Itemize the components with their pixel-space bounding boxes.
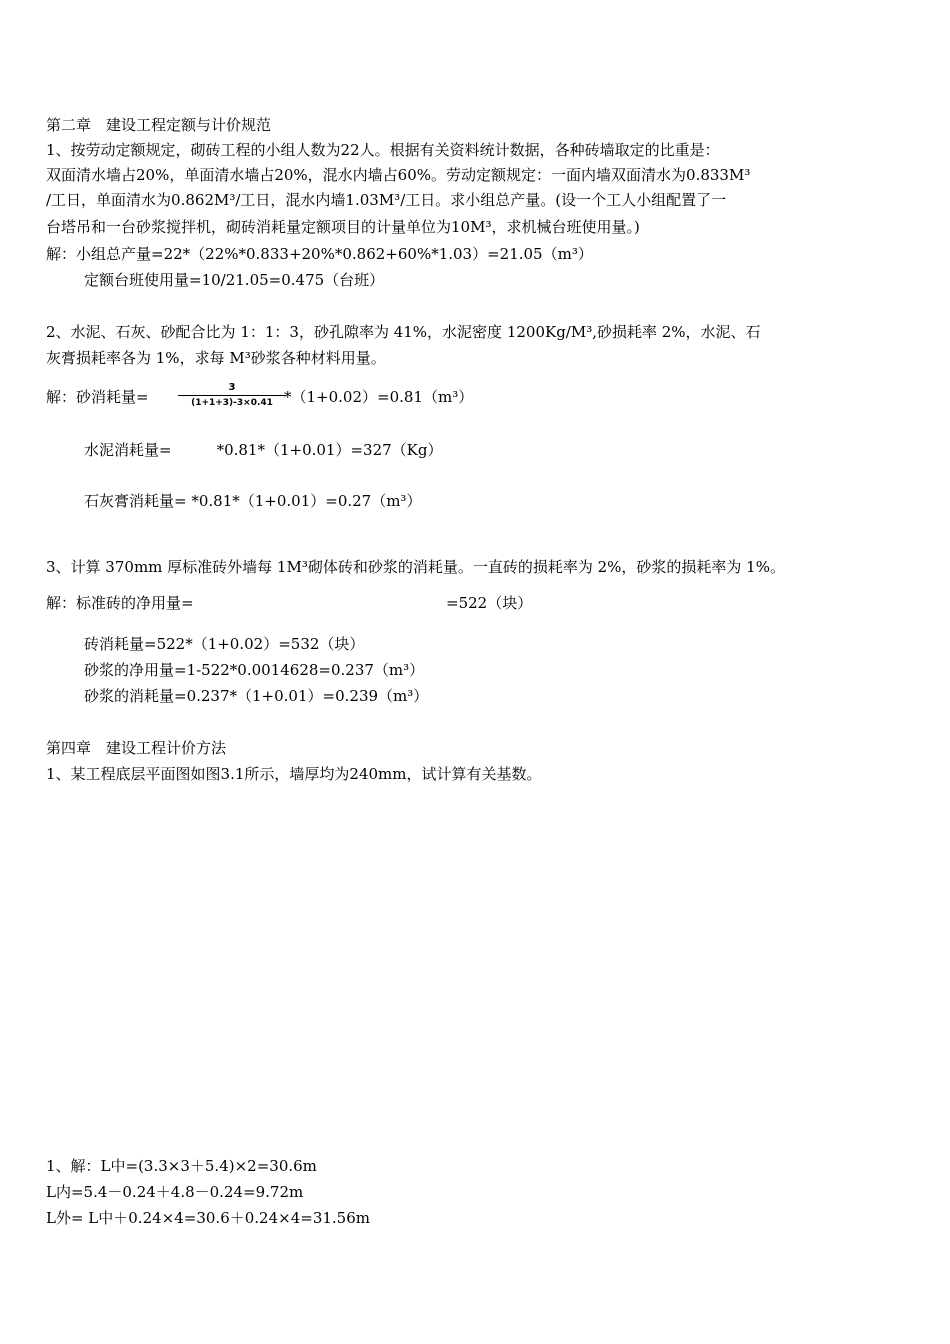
q1-line-4: 台塔吊和一台砂浆搅拌机，砌砖消耗量定额项目的计量单位为10M³，求机械台班使用量。): [46, 218, 640, 236]
fraction-denominator: (1+1+3)-3×0.41: [191, 398, 273, 408]
q1-line-2: 双面清水墙占20%，单面清水墙占20%，混水内墙占60%。劳动定额规定：一面内墙双面清水为0.833M³: [46, 166, 751, 184]
q3-answer-1-prefix: 解：标准砖的净用量=: [46, 594, 194, 612]
fraction-numerator: 3: [228, 382, 236, 393]
chapter-4-title: 第四章 建设工程计价方法: [46, 739, 227, 757]
q2-answer-2: 水泥消耗量= *0.81*（1+0.01）=327（Kg）: [84, 441, 443, 459]
ch4-q1-line: 1、某工程底层平面图如图3.1所示，墙厚均为240mm，试计算有关基数。: [46, 765, 542, 783]
ch4-answer-3: L外= L中＋0.24×4=30.6＋0.24×4=31.56m: [46, 1209, 370, 1227]
q2-answer-1-prefix: 解：砂消耗量=: [46, 388, 149, 406]
q3-answer-2: 砖消耗量=522*（1+0.02）=532（块）: [84, 635, 365, 653]
q2-answer-1-suffix: *（1+0.02）=0.81（m³）: [284, 388, 474, 406]
q3-line-1: 3、计算 370mm 厚标准砖外墙每 1M³砌体砖和砂浆的消耗量。一直砖的损耗率为 2%，砂浆的损耗率为 1%。: [46, 558, 785, 576]
q3-answer-4: 砂浆的消耗量=0.237*（1+0.01）=0.239（m³）: [84, 687, 429, 705]
q1-line-3: /工日，单面清水为0.862M³/工日，混水内墙1.03M³/工日。求小组总产量。(设一个工人小组配置了一: [46, 191, 727, 209]
q2-line-1: 2、水泥、石灰、砂配合比为 1：1：3，砂孔隙率为 41%，水泥密度 1200Kg/M³,砂损耗率 2%，水泥、石: [46, 323, 761, 341]
ch4-answer-1: 1、解：L中=(3.3×3＋5.4)×2=30.6m: [46, 1157, 317, 1175]
q1-answer-1: 解：小组总产量=22*（22%*0.833+20%*0.862+60%*1.03）=21.05（m³）: [46, 245, 593, 263]
q2-line-2: 灰膏损耗率各为 1%，求每 M³砂浆各种材料用量。: [46, 349, 386, 367]
fraction-bar: [178, 395, 286, 396]
q1-line-1: 1、按劳动定额规定，砌砖工程的小组人数为22人。根据有关资料统计数据，各种砖墙取定的比重是：: [46, 141, 720, 159]
q1-answer-2: 定额台班使用量=10/21.05=0.475（台班）: [84, 271, 385, 289]
sand-fraction-formula: [178, 382, 286, 412]
q3-answer-1-value: =522（块）: [446, 594, 533, 612]
chapter-2-title: 第二章 建设工程定额与计价规范: [46, 116, 272, 134]
q2-answer-3: 石灰膏消耗量= *0.81*（1+0.01）=0.27（m³）: [84, 492, 422, 510]
ch4-answer-2: L内=5.4－0.24＋4.8－0.24=9.72m: [46, 1183, 304, 1201]
q3-answer-3: 砂浆的净用量=1-522*0.0014628=0.237（m³）: [84, 661, 425, 679]
